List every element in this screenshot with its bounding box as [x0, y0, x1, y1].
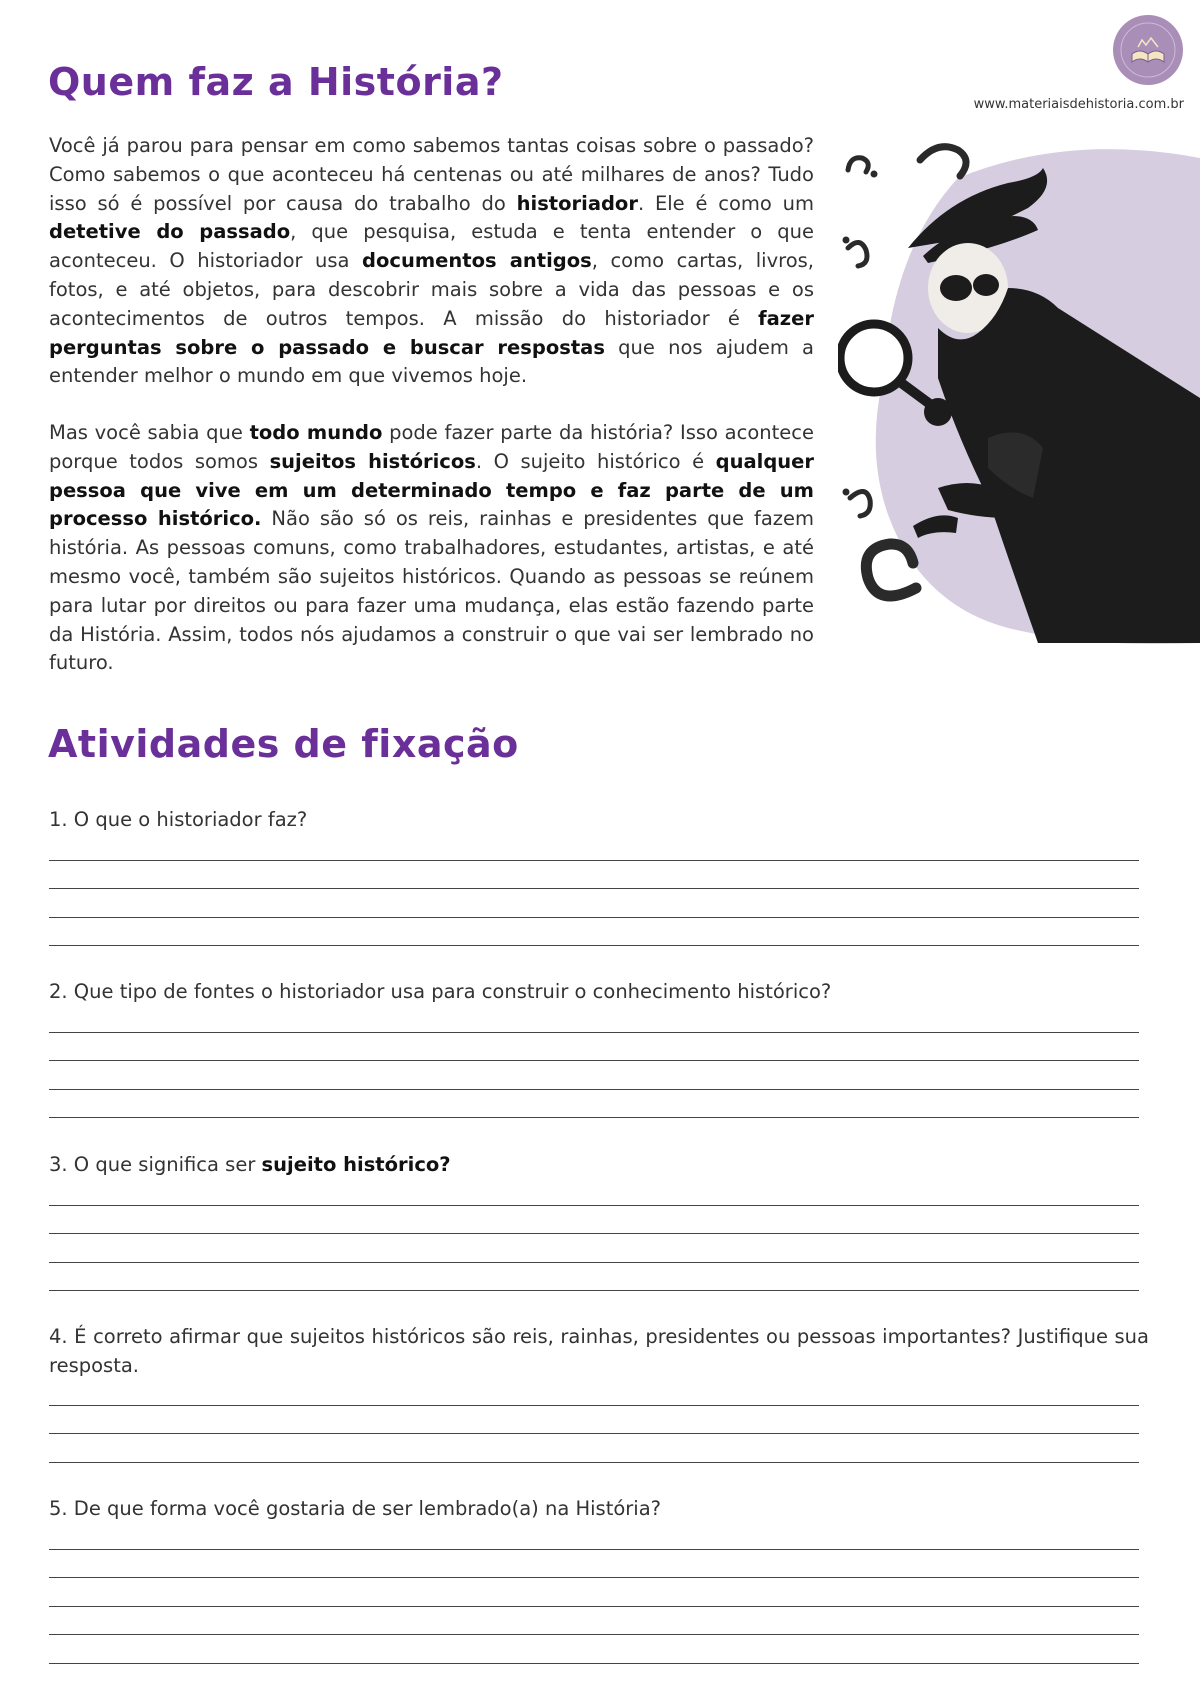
- text-run: , como cartas, livros, fotos, e até objetos, para descobrir mais sobre a vida das pessoas e os acontecimentos de outros tempos. A missão do historiador é: [49, 249, 814, 330]
- text-run: Mas você sabia que: [49, 421, 250, 444]
- text-run: . O sujeito histórico é: [475, 449, 716, 473]
- answer-line[interactable]: [49, 1635, 1139, 1664]
- text-run: Não são só os reis, rainhas e presidentes que fazem história. As pessoas comuns, como trabalhadores, estudantes, artistas, e até mesmo você, também são sujeitos históricos. Quando as pessoas se reúnem para lutar por direitos ou para fazer uma mudança, elas estão fazendo parte da História. Assim, todos nós ajudamos a construir o que vai ser lembrado no futuro.: [49, 507, 815, 675]
- answer-line[interactable]: [49, 1061, 1139, 1090]
- text-run: 4. É correto afirmar que sujeitos históricos são reis, rainhas, presidentes ou pessoas importantes? Justifique sua resposta.: [49, 1325, 1149, 1377]
- intro-paragraph-2: [49, 419, 814, 678]
- bold-text: fazer perguntas sobre o passado e buscar respostas: [49, 306, 814, 359]
- bold-text: qualquer pessoa que vive em um determinado tempo e faz parte de um processo histórico.: [49, 449, 815, 531]
- answer-line[interactable]: [49, 1004, 1139, 1033]
- text-run: que nos ajudem a entender melhor o mundo em que vivemos hoje.: [49, 335, 814, 388]
- answer-line[interactable]: [49, 1177, 1139, 1206]
- answer-line[interactable]: [49, 889, 1139, 918]
- text-run: , que pesquisa, estuda e tenta entender o que aconteceu. O historiador usa: [49, 220, 815, 273]
- answer-line[interactable]: [49, 1521, 1139, 1550]
- answer-line[interactable]: [49, 1377, 1139, 1406]
- text-run: Você já parou para pensar em como sabemos tantas coisas sobre o passado? Como sabemos o que aconteceu há centenas ou até milhares de anos? Tudo isso só é possível por causa do trabalho do: [49, 134, 814, 215]
- bold-text: historiador: [516, 191, 638, 215]
- question-1: [49, 805, 1149, 834]
- answer-line[interactable]: [49, 1206, 1139, 1235]
- page-title: Quem faz a História?: [48, 60, 504, 104]
- answer-lines-3[interactable]: [49, 1177, 1139, 1291]
- question-5: [49, 1494, 1149, 1523]
- materiais-de-historia-logo: [1112, 14, 1184, 86]
- question-2: [49, 977, 1149, 1006]
- answer-line[interactable]: [49, 1578, 1139, 1607]
- question-3: [49, 1150, 1149, 1179]
- detective-illustration: [838, 138, 1200, 648]
- bold-text: detetive do passado: [49, 220, 291, 244]
- answer-line[interactable]: [49, 1033, 1139, 1062]
- answer-line[interactable]: [49, 1607, 1139, 1636]
- answer-line[interactable]: [49, 918, 1139, 947]
- bold-text: documentos antigos: [362, 249, 592, 273]
- text-run: pode fazer parte da história? Isso acontece porque todos somos: [49, 421, 814, 473]
- activities-title: Atividades de fixação: [48, 722, 519, 766]
- answer-line[interactable]: [49, 1090, 1139, 1119]
- text-run: 3. O que significa ser: [49, 1153, 262, 1176]
- bold-text: sujeito histórico?: [261, 1153, 451, 1176]
- answer-line[interactable]: [49, 832, 1139, 861]
- website-url: www.materiaisdehistoria.com.br: [973, 97, 1184, 112]
- text-run: 2. Que tipo de fontes o historiador usa para construir o conhecimento histórico?: [49, 980, 832, 1003]
- answer-line[interactable]: [49, 1550, 1139, 1579]
- answer-line[interactable]: [49, 1263, 1139, 1292]
- answer-lines-2[interactable]: [49, 1004, 1139, 1118]
- answer-line[interactable]: [49, 1234, 1139, 1263]
- answer-lines-5[interactable]: [49, 1521, 1139, 1664]
- question-4: [49, 1322, 1149, 1380]
- text-run: . Ele é como um: [637, 191, 814, 215]
- answer-line[interactable]: [49, 861, 1139, 890]
- answer-lines-1[interactable]: [49, 832, 1139, 946]
- text-run: 5. De que forma você gostaria de ser lembrado(a) na História?: [49, 1497, 662, 1520]
- answer-lines-4[interactable]: [49, 1377, 1139, 1463]
- answer-line[interactable]: [49, 1434, 1139, 1463]
- bold-text: sujeitos históricos: [269, 449, 476, 473]
- answer-line[interactable]: [49, 1406, 1139, 1435]
- bold-text: todo mundo: [249, 421, 383, 444]
- intro-paragraph-1: [49, 132, 814, 391]
- text-run: 1. O que o historiador faz?: [49, 808, 308, 831]
